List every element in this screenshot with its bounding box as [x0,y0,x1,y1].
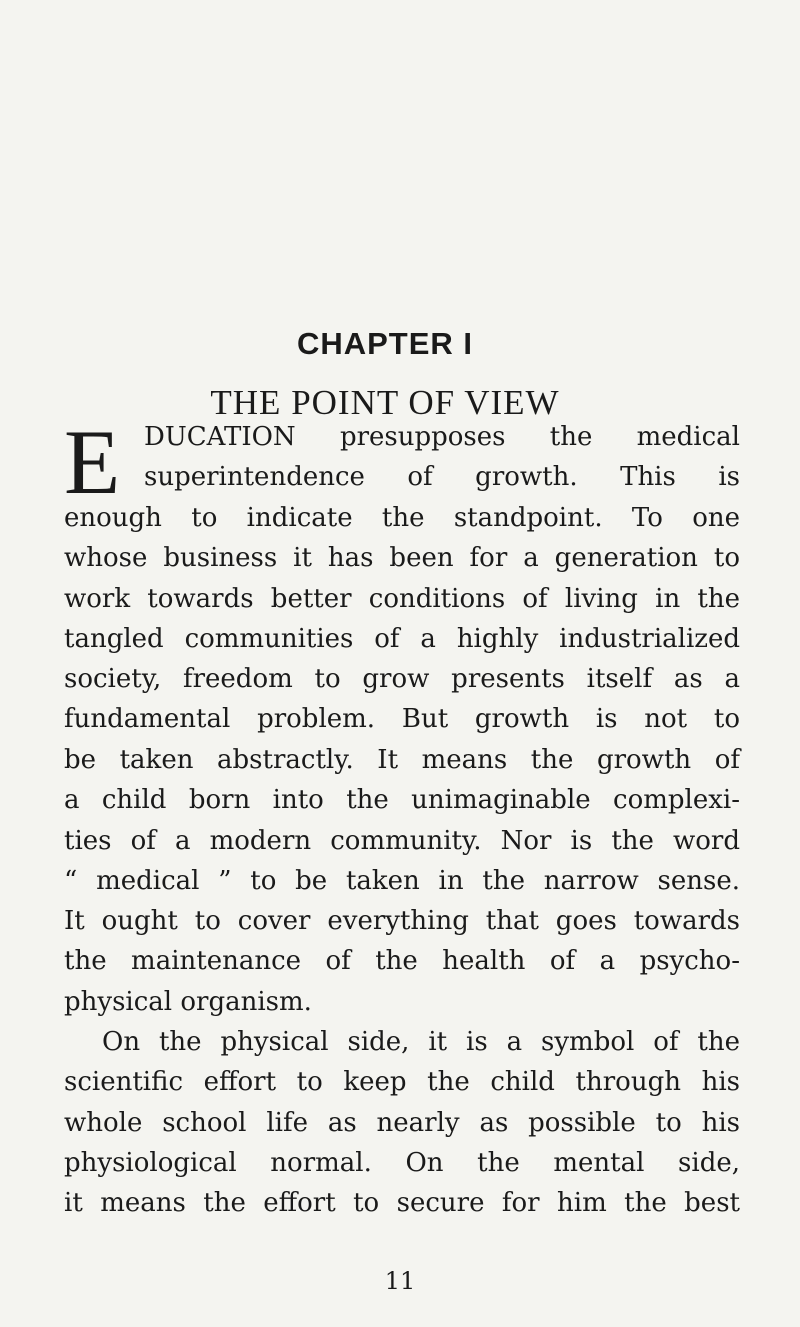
text-line: tangled communities of a highly industrialized [64,624,740,654]
text-line: ties of a modern community. Nor is the word [64,826,740,856]
drop-cap: E [64,411,121,513]
text-line: On the physical side, it is a symbol of the [102,1027,740,1057]
text-line: physiological normal. On the mental side, [64,1148,740,1178]
text-line: be taken abstractly. It means the growth of [64,745,740,775]
text-line: work towards better conditions of living in the [64,584,740,614]
chapter-label: CHAPTER I [296,326,474,361]
text-line: scientific effort to keep the child through his [64,1067,740,1097]
page-number: 11 [384,1267,416,1295]
text-line: enough to indicate the standpoint. To one [64,503,740,533]
text-line: “ medical ” to be taken in the narrow sense. [64,866,740,896]
text-line: physical organism. [64,987,312,1017]
text-line: fundamental problem. But growth is not to [64,704,740,734]
text-line: the maintenance of the health of a psycho- [64,946,740,976]
text-line: society, freedom to grow presents itself as a [64,664,740,694]
text-line: superintendence of growth. This is [144,462,740,492]
text-line: it means the effort to secure for him the best [64,1188,740,1218]
text-line: whose business it has been for a generation to [64,543,740,573]
chapter-title: THE POINT OF VIEW [210,383,560,422]
text-line: It ought to cover everything that goes towards [64,906,740,936]
text-line: a child born into the unimaginable complexi- [64,785,740,815]
text-line: whole school life as nearly as possible to his [64,1108,740,1138]
text-line: DUCATION presupposes the medical [144,422,740,452]
